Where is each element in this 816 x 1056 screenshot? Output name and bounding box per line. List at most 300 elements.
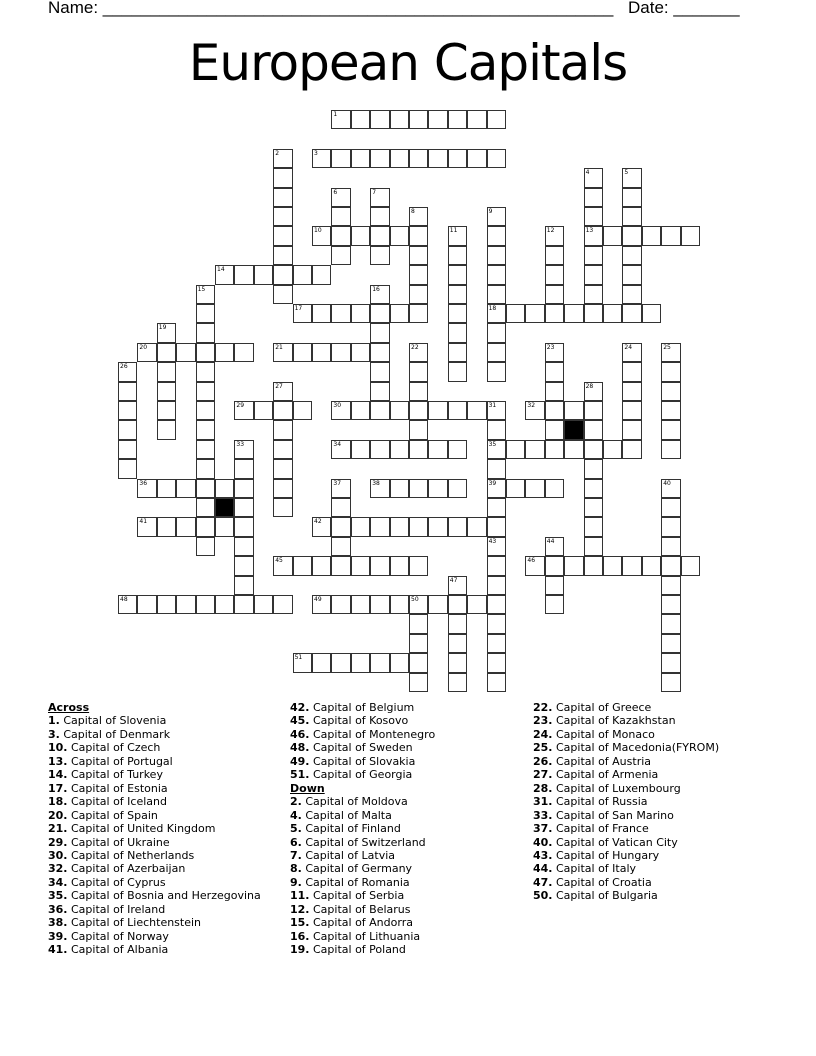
grid-cell[interactable]: [409, 246, 428, 265]
grid-cell[interactable]: [428, 401, 447, 420]
grid-cell[interactable]: [409, 362, 428, 381]
grid-cell[interactable]: [273, 246, 292, 265]
grid-cell[interactable]: [118, 401, 137, 420]
grid-cell[interactable]: [603, 556, 622, 575]
grid-cell[interactable]: [370, 323, 389, 342]
grid-cell[interactable]: [448, 517, 467, 536]
grid-cell[interactable]: [331, 246, 350, 265]
grid-cell[interactable]: [137, 517, 156, 536]
grid-cell[interactable]: [545, 246, 564, 265]
grid-cell[interactable]: [681, 226, 700, 245]
grid-cell[interactable]: [584, 168, 603, 187]
grid-cell[interactable]: [661, 440, 680, 459]
grid-cell[interactable]: [331, 479, 350, 498]
grid-cell[interactable]: [312, 226, 331, 245]
grid-cell[interactable]: [661, 420, 680, 439]
grid-cell[interactable]: [215, 595, 234, 614]
grid-cell[interactable]: [409, 304, 428, 323]
grid-cell[interactable]: [390, 304, 409, 323]
grid-cell[interactable]: [409, 595, 428, 614]
grid-cell[interactable]: [448, 110, 467, 129]
grid-cell[interactable]: [661, 634, 680, 653]
grid-cell[interactable]: [409, 479, 428, 498]
grid-cell[interactable]: [409, 556, 428, 575]
grid-cell[interactable]: [661, 576, 680, 595]
grid-cell[interactable]: [331, 110, 350, 129]
grid-cell[interactable]: [448, 595, 467, 614]
grid-cell[interactable]: [234, 595, 253, 614]
grid-cell[interactable]: [370, 285, 389, 304]
grid-cell[interactable]: [545, 401, 564, 420]
grid-cell[interactable]: [448, 265, 467, 284]
grid-cell[interactable]: [312, 149, 331, 168]
grid-cell[interactable]: [234, 440, 253, 459]
grid-cell[interactable]: [448, 304, 467, 323]
grid-cell[interactable]: [545, 285, 564, 304]
grid-cell[interactable]: [331, 595, 350, 614]
grid-cell[interactable]: [661, 343, 680, 362]
grid-cell[interactable]: [584, 304, 603, 323]
grid-cell[interactable]: [409, 517, 428, 536]
grid-cell[interactable]: [370, 653, 389, 672]
grid-cell[interactable]: [234, 343, 253, 362]
grid-cell[interactable]: [215, 517, 234, 536]
grid-cell[interactable]: [428, 517, 447, 536]
grid-cell[interactable]: [370, 362, 389, 381]
grid-cell[interactable]: [196, 362, 215, 381]
grid-cell[interactable]: [448, 362, 467, 381]
grid-cell[interactable]: [448, 285, 467, 304]
grid-cell[interactable]: [467, 110, 486, 129]
grid-cell[interactable]: [448, 479, 467, 498]
grid-cell[interactable]: [137, 479, 156, 498]
grid-cell[interactable]: [525, 479, 544, 498]
grid-cell[interactable]: [390, 517, 409, 536]
grid-cell[interactable]: [467, 149, 486, 168]
grid-cell[interactable]: [506, 479, 525, 498]
grid-cell[interactable]: [351, 343, 370, 362]
grid-cell[interactable]: [409, 265, 428, 284]
grid-cell[interactable]: [448, 440, 467, 459]
grid-cell[interactable]: [273, 265, 292, 284]
grid-cell[interactable]: [370, 401, 389, 420]
grid-cell[interactable]: [370, 207, 389, 226]
grid-cell[interactable]: [642, 226, 661, 245]
grid-cell[interactable]: [622, 188, 641, 207]
grid-cell[interactable]: [331, 556, 350, 575]
grid-cell[interactable]: [234, 576, 253, 595]
grid-cell[interactable]: [196, 595, 215, 614]
grid-cell[interactable]: [622, 401, 641, 420]
grid-cell[interactable]: [584, 459, 603, 478]
grid-cell[interactable]: [622, 265, 641, 284]
grid-cell[interactable]: [409, 343, 428, 362]
grid-cell[interactable]: [196, 479, 215, 498]
grid-cell[interactable]: [409, 110, 428, 129]
grid-cell[interactable]: [351, 304, 370, 323]
grid-cell[interactable]: [642, 304, 661, 323]
grid-cell[interactable]: [487, 479, 506, 498]
grid-cell[interactable]: [545, 537, 564, 556]
grid-cell[interactable]: [409, 149, 428, 168]
grid-cell[interactable]: [487, 673, 506, 692]
grid-cell[interactable]: [448, 226, 467, 245]
grid-cell[interactable]: [487, 323, 506, 342]
grid-cell[interactable]: [273, 149, 292, 168]
grid-cell[interactable]: [254, 595, 273, 614]
grid-cell[interactable]: [448, 149, 467, 168]
grid-cell[interactable]: [448, 343, 467, 362]
grid-cell[interactable]: [157, 420, 176, 439]
grid-cell[interactable]: [448, 576, 467, 595]
grid-cell[interactable]: [312, 556, 331, 575]
grid-cell[interactable]: [370, 440, 389, 459]
grid-cell[interactable]: [273, 188, 292, 207]
grid-cell[interactable]: [370, 382, 389, 401]
grid-cell[interactable]: [273, 498, 292, 517]
grid-cell[interactable]: [622, 382, 641, 401]
grid-cell[interactable]: [448, 246, 467, 265]
grid-cell[interactable]: [196, 323, 215, 342]
grid-cell[interactable]: [390, 401, 409, 420]
grid-cell[interactable]: [487, 498, 506, 517]
grid-cell[interactable]: [157, 595, 176, 614]
grid-cell[interactable]: [487, 595, 506, 614]
grid-cell[interactable]: [118, 362, 137, 381]
grid-cell[interactable]: [370, 188, 389, 207]
grid-cell[interactable]: [622, 246, 641, 265]
grid-cell[interactable]: [312, 265, 331, 284]
grid-cell[interactable]: [176, 517, 195, 536]
grid-cell[interactable]: [273, 459, 292, 478]
grid-cell[interactable]: [545, 362, 564, 381]
grid-cell[interactable]: [215, 479, 234, 498]
grid-cell[interactable]: [564, 401, 583, 420]
grid-cell[interactable]: [331, 653, 350, 672]
grid-cell[interactable]: [622, 556, 641, 575]
grid-cell[interactable]: [254, 401, 273, 420]
grid-cell[interactable]: [525, 401, 544, 420]
grid-cell[interactable]: [118, 440, 137, 459]
grid-cell[interactable]: [622, 226, 641, 245]
grid-cell[interactable]: [661, 479, 680, 498]
grid-cell[interactable]: [409, 420, 428, 439]
grid-cell[interactable]: [234, 401, 253, 420]
grid-cell[interactable]: [157, 343, 176, 362]
grid-cell[interactable]: [331, 207, 350, 226]
grid-cell[interactable]: [351, 149, 370, 168]
grid-cell[interactable]: [118, 382, 137, 401]
grid-cell[interactable]: [176, 479, 195, 498]
grid-cell[interactable]: [157, 362, 176, 381]
grid-cell[interactable]: [196, 285, 215, 304]
grid-cell[interactable]: [312, 595, 331, 614]
grid-cell[interactable]: [448, 653, 467, 672]
grid-cell[interactable]: [137, 343, 156, 362]
grid-cell[interactable]: [487, 226, 506, 245]
grid-cell[interactable]: [467, 595, 486, 614]
grid-cell[interactable]: [196, 343, 215, 362]
grid-cell[interactable]: [370, 246, 389, 265]
grid-cell[interactable]: [351, 653, 370, 672]
grid-cell[interactable]: [118, 459, 137, 478]
grid-cell[interactable]: [390, 440, 409, 459]
grid-cell[interactable]: [487, 556, 506, 575]
grid-cell[interactable]: [545, 420, 564, 439]
grid-cell[interactable]: [234, 556, 253, 575]
grid-cell[interactable]: [506, 440, 525, 459]
grid-cell[interactable]: [487, 149, 506, 168]
grid-cell[interactable]: [312, 653, 331, 672]
grid-cell[interactable]: [603, 304, 622, 323]
grid-cell[interactable]: [273, 556, 292, 575]
grid-cell[interactable]: [409, 207, 428, 226]
grid-cell[interactable]: [409, 440, 428, 459]
grid-cell[interactable]: [409, 673, 428, 692]
grid-cell[interactable]: [234, 498, 253, 517]
grid-cell[interactable]: [351, 595, 370, 614]
grid-cell[interactable]: [331, 498, 350, 517]
grid-cell[interactable]: [331, 517, 350, 536]
grid-cell[interactable]: [428, 110, 447, 129]
grid-cell[interactable]: [331, 149, 350, 168]
grid-cell[interactable]: [428, 479, 447, 498]
grid-cell[interactable]: [390, 479, 409, 498]
grid-cell[interactable]: [525, 304, 544, 323]
grid-cell[interactable]: [428, 440, 447, 459]
grid-cell[interactable]: [390, 226, 409, 245]
grid-cell[interactable]: [351, 556, 370, 575]
grid-cell[interactable]: [545, 576, 564, 595]
grid-cell[interactable]: [661, 556, 680, 575]
grid-cell[interactable]: [196, 498, 215, 517]
grid-cell[interactable]: [584, 537, 603, 556]
grid-cell[interactable]: [273, 420, 292, 439]
grid-cell[interactable]: [331, 304, 350, 323]
grid-cell[interactable]: [487, 304, 506, 323]
grid-cell[interactable]: [370, 479, 389, 498]
grid-cell[interactable]: [545, 440, 564, 459]
grid-cell[interactable]: [487, 420, 506, 439]
grid-cell[interactable]: [487, 614, 506, 633]
grid-cell[interactable]: [487, 207, 506, 226]
grid-cell[interactable]: [487, 517, 506, 536]
grid-cell[interactable]: [487, 343, 506, 362]
grid-cell[interactable]: [215, 343, 234, 362]
grid-cell[interactable]: [584, 479, 603, 498]
grid-cell[interactable]: [196, 382, 215, 401]
grid-cell[interactable]: [409, 382, 428, 401]
grid-cell[interactable]: [564, 556, 583, 575]
grid-cell[interactable]: [370, 517, 389, 536]
grid-cell[interactable]: [273, 382, 292, 401]
grid-cell[interactable]: [564, 440, 583, 459]
grid-cell[interactable]: [584, 188, 603, 207]
grid-cell[interactable]: [584, 420, 603, 439]
grid-cell[interactable]: [448, 634, 467, 653]
grid-cell[interactable]: [525, 556, 544, 575]
grid-cell[interactable]: [273, 401, 292, 420]
grid-cell[interactable]: [293, 556, 312, 575]
grid-cell[interactable]: [390, 556, 409, 575]
grid-cell[interactable]: [661, 614, 680, 633]
grid-cell[interactable]: [487, 401, 506, 420]
grid-cell[interactable]: [196, 537, 215, 556]
grid-cell[interactable]: [487, 110, 506, 129]
grid-cell[interactable]: [390, 653, 409, 672]
grid-cell[interactable]: [584, 285, 603, 304]
grid-cell[interactable]: [370, 595, 389, 614]
grid-cell[interactable]: [331, 440, 350, 459]
grid-cell[interactable]: [661, 226, 680, 245]
grid-cell[interactable]: [545, 265, 564, 284]
grid-cell[interactable]: [545, 382, 564, 401]
grid-cell[interactable]: [622, 362, 641, 381]
grid-cell[interactable]: [584, 401, 603, 420]
grid-cell[interactable]: [409, 401, 428, 420]
grid-cell[interactable]: [622, 207, 641, 226]
grid-cell[interactable]: [545, 556, 564, 575]
grid-cell[interactable]: [487, 246, 506, 265]
grid-cell[interactable]: [409, 226, 428, 245]
grid-cell[interactable]: [584, 556, 603, 575]
grid-cell[interactable]: [428, 595, 447, 614]
grid-cell[interactable]: [273, 440, 292, 459]
grid-cell[interactable]: [506, 304, 525, 323]
grid-cell[interactable]: [157, 479, 176, 498]
grid-cell[interactable]: [215, 265, 234, 284]
grid-cell[interactable]: [273, 479, 292, 498]
grid-cell[interactable]: [331, 343, 350, 362]
grid-cell[interactable]: [176, 595, 195, 614]
grid-cell[interactable]: [584, 226, 603, 245]
grid-cell[interactable]: [273, 343, 292, 362]
grid-cell[interactable]: [293, 343, 312, 362]
grid-cell[interactable]: [622, 343, 641, 362]
grid-cell[interactable]: [681, 556, 700, 575]
grid-cell[interactable]: [370, 556, 389, 575]
grid-cell[interactable]: [584, 440, 603, 459]
grid-cell[interactable]: [157, 517, 176, 536]
grid-cell[interactable]: [661, 653, 680, 672]
grid-cell[interactable]: [234, 479, 253, 498]
grid-cell[interactable]: [157, 323, 176, 342]
grid-cell[interactable]: [196, 420, 215, 439]
grid-cell[interactable]: [351, 440, 370, 459]
grid-cell[interactable]: [584, 246, 603, 265]
grid-cell[interactable]: [351, 226, 370, 245]
grid-cell[interactable]: [331, 537, 350, 556]
grid-cell[interactable]: [661, 595, 680, 614]
grid-cell[interactable]: [118, 420, 137, 439]
grid-cell[interactable]: [545, 595, 564, 614]
grid-cell[interactable]: [196, 304, 215, 323]
grid-cell[interactable]: [331, 188, 350, 207]
grid-cell[interactable]: [273, 285, 292, 304]
grid-cell[interactable]: [234, 537, 253, 556]
grid-cell[interactable]: [622, 304, 641, 323]
grid-cell[interactable]: [370, 343, 389, 362]
grid-cell[interactable]: [661, 362, 680, 381]
grid-cell[interactable]: [448, 614, 467, 633]
grid-cell[interactable]: [370, 304, 389, 323]
grid-cell[interactable]: [584, 498, 603, 517]
grid-cell[interactable]: [545, 226, 564, 245]
grid-cell[interactable]: [351, 110, 370, 129]
grid-cell[interactable]: [584, 382, 603, 401]
date-field-label[interactable]: Date: _______: [628, 0, 740, 17]
grid-cell[interactable]: [487, 653, 506, 672]
grid-cell[interactable]: [661, 498, 680, 517]
grid-cell[interactable]: [273, 168, 292, 187]
grid-cell[interactable]: [390, 595, 409, 614]
grid-cell[interactable]: [467, 401, 486, 420]
grid-cell[interactable]: [196, 459, 215, 478]
grid-cell[interactable]: [293, 653, 312, 672]
grid-cell[interactable]: [196, 440, 215, 459]
grid-cell[interactable]: [584, 265, 603, 284]
grid-cell[interactable]: [312, 304, 331, 323]
grid-cell[interactable]: [390, 149, 409, 168]
grid-cell[interactable]: [661, 517, 680, 536]
grid-cell[interactable]: [293, 304, 312, 323]
grid-cell[interactable]: [312, 343, 331, 362]
grid-cell[interactable]: [487, 285, 506, 304]
grid-cell[interactable]: [293, 401, 312, 420]
grid-cell[interactable]: [622, 285, 641, 304]
grid-cell[interactable]: [448, 673, 467, 692]
grid-cell[interactable]: [409, 614, 428, 633]
grid-cell[interactable]: [293, 265, 312, 284]
grid-cell[interactable]: [273, 207, 292, 226]
grid-cell[interactable]: [525, 440, 544, 459]
grid-cell[interactable]: [661, 382, 680, 401]
grid-cell[interactable]: [487, 459, 506, 478]
grid-cell[interactable]: [234, 459, 253, 478]
grid-cell[interactable]: [603, 226, 622, 245]
grid-cell[interactable]: [603, 440, 622, 459]
grid-cell[interactable]: [176, 343, 195, 362]
grid-cell[interactable]: [661, 673, 680, 692]
grid-cell[interactable]: [661, 401, 680, 420]
grid-cell[interactable]: [487, 634, 506, 653]
grid-cell[interactable]: [234, 517, 253, 536]
grid-cell[interactable]: [584, 207, 603, 226]
grid-cell[interactable]: [370, 226, 389, 245]
grid-cell[interactable]: [157, 401, 176, 420]
grid-cell[interactable]: [545, 479, 564, 498]
grid-cell[interactable]: [370, 110, 389, 129]
grid-cell[interactable]: [487, 362, 506, 381]
grid-cell[interactable]: [467, 517, 486, 536]
grid-cell[interactable]: [622, 168, 641, 187]
grid-cell[interactable]: [487, 265, 506, 284]
grid-cell[interactable]: [273, 226, 292, 245]
grid-cell[interactable]: [273, 595, 292, 614]
grid-cell[interactable]: [409, 634, 428, 653]
grid-cell[interactable]: [312, 517, 331, 536]
grid-cell[interactable]: [331, 401, 350, 420]
grid-cell[interactable]: [370, 149, 389, 168]
grid-cell[interactable]: [390, 110, 409, 129]
grid-cell[interactable]: [331, 226, 350, 245]
grid-cell[interactable]: [487, 440, 506, 459]
grid-cell[interactable]: [234, 265, 253, 284]
grid-cell[interactable]: [351, 401, 370, 420]
grid-cell[interactable]: [196, 401, 215, 420]
grid-cell[interactable]: [545, 343, 564, 362]
grid-cell[interactable]: [137, 595, 156, 614]
